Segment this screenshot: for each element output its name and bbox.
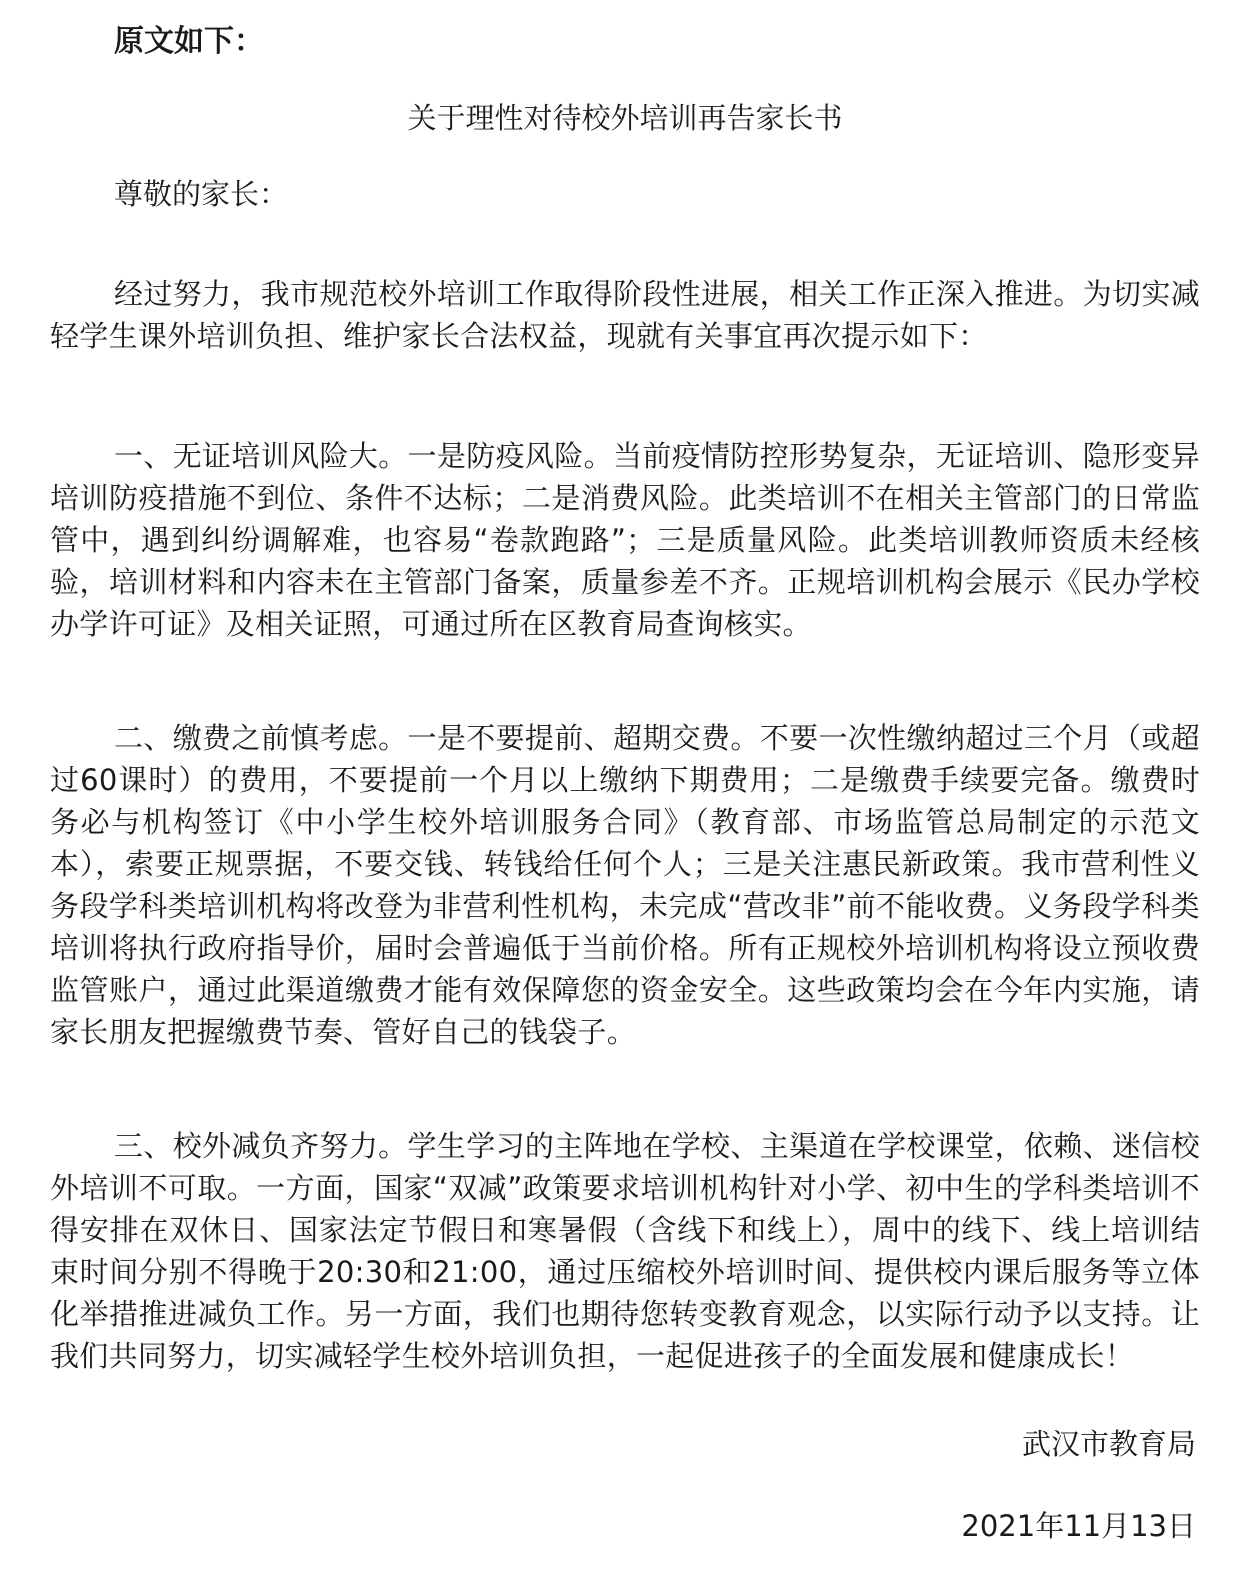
paragraph-opening: 经过努力，我市规范校外培训工作取得阶段性进展，相关工作正深入推进。为切实减轻学生课外培训负担、维护家长合法权益，现就有关事宜再次提示如下： [50, 277, 1200, 353]
signature-organization: 武汉市教育局 [1021, 1427, 1196, 1461]
signature-date: 2021年11月13日 [961, 1509, 1196, 1543]
paragraph-point-2: 二、缴费之前慎考虑。一是不要提前、超期交费。不要一次性缴纳超过三个月（或超过60课时）的费用，不要提前一个月以上缴纳下期费用；二是缴费手续要完备。缴费时务必与机构签订《中小学生校外培训服务合同》（教育部、市场监管总局制定的示范文本），索要正规票据，不要交钱、转钱给任何个人；三是关注惠民新政策。我市营利性义务段学科类培训机构将改登为非营利性机构，未完成“营改非”前不能收费。义务段学科类培训将执行政府指导价，届时会普遍低于当前价格。所有正规校外培训机构将设立预收费监管账户，通过此渠道缴费才能有效保障您的资金安全。这些政策均会在今年内实施，请家长朋友把握缴费节奏、管好自己的钱袋子。 [50, 721, 1200, 1049]
paragraph-point-1: 一、无证培训风险大。一是防疫风险。当前疫情防控形势复杂，无证培训、隐形变异培训防疫措施不到位、条件不达标；二是消费风险。此类培训不在相关主管部门的日常监管中，遇到纠纷调解难，也容易“卷款跑路”；三是质量风险。此类培训教师资质未经核验，培训材料和内容未在主管部门备案，质量参差不齐。正规培训机构会展示《民办学校办学许可证》及相关证照，可通过所在区教育局查询核实。 [50, 439, 1200, 641]
letter-title: 关于理性对待校外培训再告家长书 [407, 101, 843, 135]
paragraph-point-3: 三、校外减负齐努力。学生学习的主阵地在学校、主渠道在学校课堂，依赖、迷信校外培训不可取。一方面，国家“双减”政策要求培训机构针对小学、初中生的学科类培训不得安排在双休日、国家法定节假日和寒暑假（含线下和线上），周中的线下、线上培训结束时间分别不得晚于20:30和21:00，通过压缩校外培训时间、提供校内课后服务等立体化举措推进减负工作。另一方面，我们也期待您转变教育观念，以实际行动予以支持。让我们共同努力，切实减轻学生校外培训负担，一起促进孩子的全面发展和健康成长！ [50, 1129, 1200, 1373]
intro-heading: 原文如下： [114, 24, 264, 59]
salutation: 尊敬的家长： [114, 177, 289, 211]
